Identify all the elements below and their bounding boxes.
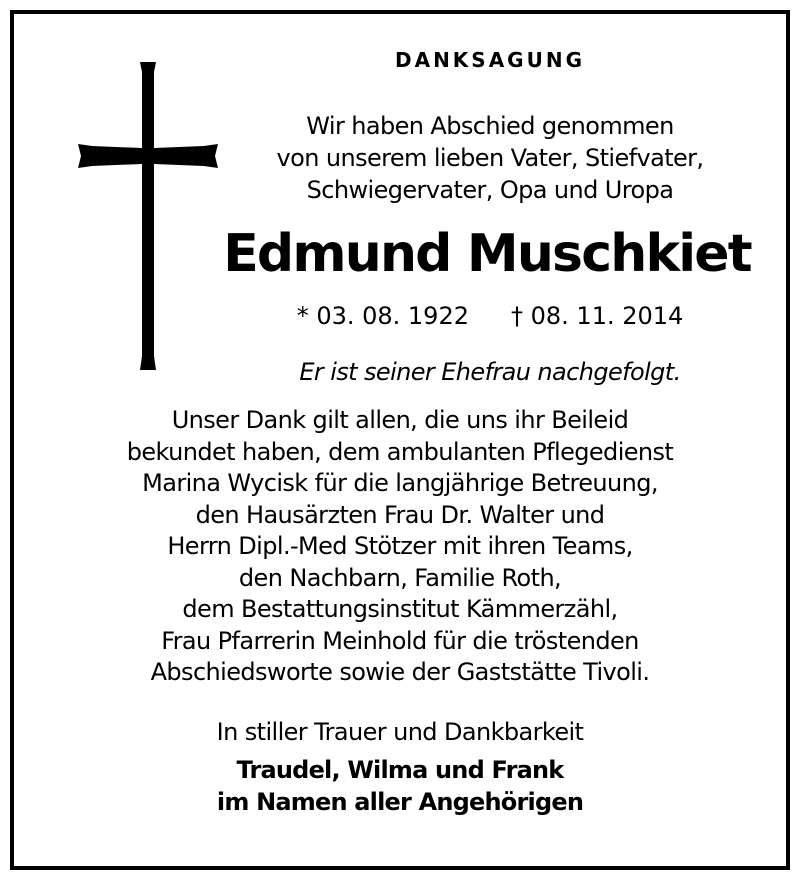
intro-line: von unserem lieben Vater, Stiefvater,: [276, 144, 704, 172]
thanks-text: [60, 405, 740, 689]
thanks-line: dem Bestattungsinstitut Kämmerzähl,: [182, 595, 618, 623]
thanks-line: Abschiedsworte sowie der Gaststätte Tivoli.: [150, 658, 650, 686]
notice-heading: DANKSAGUNG: [394, 48, 585, 72]
thanks-line: den Nachbarn, Familie Roth,: [238, 563, 562, 592]
signer-line: Traudel, Wilma und Frank: [236, 756, 564, 784]
life-dates: [280, 300, 700, 332]
death-date: † 08. 11. 2014: [511, 302, 684, 330]
intro-text: [240, 110, 740, 206]
thanks-line: Marina Wycisk für die langjährige Betreuung,: [142, 469, 658, 497]
signer-line: im Namen aller Angehörigen: [216, 788, 584, 816]
thanks-line: bekundet haben, dem ambulanten Pflegedienst: [126, 437, 674, 466]
cross-icon: [76, 60, 220, 372]
thanks-line: Herrn Dipl.-Med Stötzer mit ihren Teams,: [167, 532, 633, 560]
thanks-line: Frau Pfarrerin Meinhold für die tröstenden: [161, 626, 639, 655]
thanks-line: Unser Dank gilt allen, die uns ihr Beileid: [171, 406, 629, 434]
closing-line: In stiller Trauer und Dankbarkeit: [216, 718, 584, 746]
followed-line: Er ist seiner Ehefrau nachgefolgt.: [299, 358, 681, 386]
thanks-line: den Hausärzten Frau Dr. Walter und: [195, 500, 605, 529]
birth-date: * 03. 08. 1922: [296, 302, 469, 330]
intro-line: Schwiegervater, Opa und Uropa: [306, 176, 674, 204]
intro-line: Wir haben Abschied genommen: [306, 112, 674, 140]
deceased-name: Edmund Muschkiet: [223, 224, 751, 284]
signers: [100, 754, 700, 818]
